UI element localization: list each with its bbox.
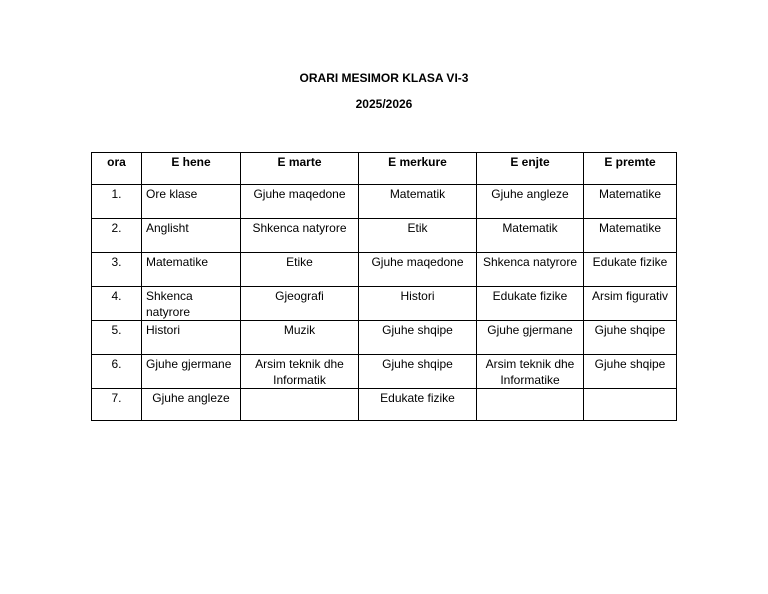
table-row (92, 287, 677, 321)
schedule-table (91, 152, 677, 421)
header-e-merkure: E merkure (359, 153, 477, 185)
cell-e-marte: Gjuhe maqedone (241, 185, 359, 219)
cell-e-merkure: Gjuhe maqedone (359, 253, 477, 287)
cell-e-merkure: Edukate fizike (359, 389, 477, 421)
document-title: ORARI MESIMOR KLASA VI-3 (299, 71, 469, 85)
table-row (92, 253, 677, 287)
period-number: 1. (92, 185, 142, 219)
cell-e-enjte: Gjuhe angleze (477, 185, 584, 219)
cell-e-merkure: Gjuhe shqipe (359, 355, 477, 389)
cell-e-hene: Matematike (142, 253, 241, 287)
cell-e-premte: Gjuhe shqipe (584, 321, 677, 355)
table-row (92, 355, 677, 389)
cell-e-marte: Shkenca natyrore (241, 219, 359, 253)
header-e-hene: E hene (142, 153, 241, 185)
cell-e-enjte: Matematik (477, 219, 584, 253)
cell-e-merkure: Histori (359, 287, 477, 321)
cell-e-hene: Shkenca natyrore (142, 287, 241, 321)
period-number: 6. (92, 355, 142, 389)
header-e-premte: E premte (584, 153, 677, 185)
cell-e-hene: Ore klase (142, 185, 241, 219)
header-ora: ora (92, 153, 142, 185)
cell-e-hene: Gjuhe gjermane (142, 355, 241, 389)
cell-e-merkure: Gjuhe shqipe (359, 321, 477, 355)
period-number: 5. (92, 321, 142, 355)
cell-e-marte (241, 389, 359, 421)
cell-e-enjte: Arsim teknik dhe Informatike (477, 355, 584, 389)
cell-e-enjte: Shkenca natyrore (477, 253, 584, 287)
cell-e-premte: Matematike (584, 219, 677, 253)
period-number: 4. (92, 287, 142, 321)
cell-e-premte: Gjuhe shqipe (584, 355, 677, 389)
cell-e-hene: Histori (142, 321, 241, 355)
cell-e-hene: Gjuhe angleze (142, 389, 241, 421)
table-row (92, 185, 677, 219)
table-row (92, 321, 677, 355)
period-number: 3. (92, 253, 142, 287)
table-row (92, 219, 677, 253)
cell-e-enjte: Edukate fizike (477, 287, 584, 321)
cell-e-marte: Arsim teknik dhe Informatik (241, 355, 359, 389)
table-row (92, 389, 677, 421)
cell-e-merkure: Etik (359, 219, 477, 253)
header-e-marte: E marte (241, 153, 359, 185)
cell-e-marte: Etike (241, 253, 359, 287)
period-number: 7. (92, 389, 142, 421)
cell-e-hene: Anglisht (142, 219, 241, 253)
cell-e-merkure: Matematik (359, 185, 477, 219)
cell-e-enjte (477, 389, 584, 421)
cell-e-premte: Edukate fizike (584, 253, 677, 287)
cell-e-premte: Arsim figurativ (584, 287, 677, 321)
cell-e-marte: Gjeografi (241, 287, 359, 321)
period-number: 2. (92, 219, 142, 253)
cell-e-premte (584, 389, 677, 421)
cell-e-enjte: Gjuhe gjermane (477, 321, 584, 355)
cell-e-premte: Matematike (584, 185, 677, 219)
header-e-enjte: E enjte (477, 153, 584, 185)
document-year: 2025/2026 (355, 97, 413, 111)
cell-e-marte: Muzik (241, 321, 359, 355)
header-row (92, 153, 677, 185)
